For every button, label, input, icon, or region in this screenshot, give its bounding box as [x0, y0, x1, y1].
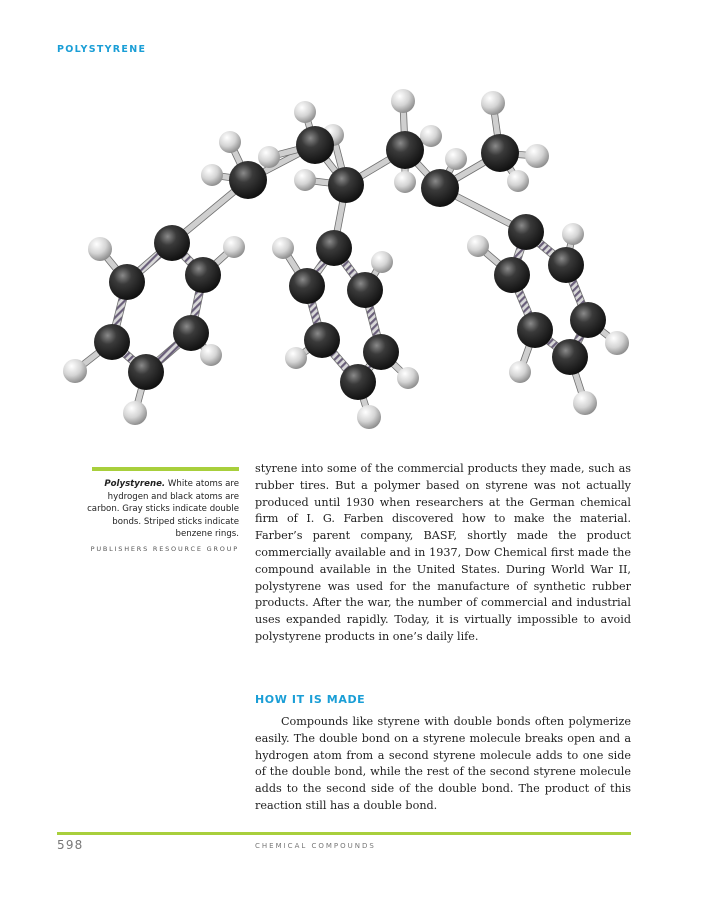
- polystyrene-molecule-figure: [57, 70, 631, 445]
- hydrogen-atom: [294, 169, 316, 191]
- hydrogen-atom: [605, 331, 629, 355]
- body-text-bottom: [255, 714, 631, 815]
- hydrogen-atom: [507, 170, 529, 192]
- body-text-top: [255, 461, 631, 646]
- carbon-atom: [328, 167, 364, 203]
- carbon-atom: [386, 131, 424, 169]
- hydrogen-atom: [88, 237, 112, 261]
- hydrogen-atom: [445, 148, 467, 170]
- carbon-atom: [94, 324, 130, 360]
- photo-credit: PUBLISHERS RESOURCE GROUP: [90, 544, 239, 553]
- carbon-atom: [109, 264, 145, 300]
- carbon-atom: [421, 169, 459, 207]
- caption-text: White atoms are hydrogen and black atoms are carbon. Gray sticks indicate double bonds. Striped sticks indicate benzene rings.: [87, 479, 239, 540]
- hydrogen-atom: [223, 236, 245, 258]
- caption-title: Polystyrene.: [104, 479, 166, 489]
- hydrogen-atom: [509, 361, 531, 383]
- hydrogen-atom: [63, 359, 87, 383]
- hydrogen-atom: [123, 401, 147, 425]
- carbon-atom: [128, 354, 164, 390]
- hydrogen-atom: [525, 144, 549, 168]
- hydrogen-atom: [391, 89, 415, 113]
- hydrogen-atom: [371, 251, 393, 273]
- figure-caption: [80, 478, 239, 556]
- paragraph-how-it-is-made: Compounds like styrene with double bonds often polymerize easily. The double bond on a styrene molecule breaks open and a hydrogen atom from a second styrene molecule adds to one side of the double bond, while the rest of the second styrene molecule adds to the second side of the double bond. The product of this reaction still has a double bond.: [255, 715, 631, 812]
- carbon-atom: [517, 312, 553, 348]
- hydrogen-atom: [294, 101, 316, 123]
- hydrogen-atom: [357, 405, 381, 429]
- hydrogen-atom: [481, 91, 505, 115]
- hydrogen-atom: [573, 391, 597, 415]
- hydrogen-atom: [272, 237, 294, 259]
- carbon-atom: [347, 272, 383, 308]
- carbon-atom: [304, 322, 340, 358]
- hydrogen-atom: [285, 347, 307, 369]
- book-title: CHEMICAL COMPOUNDS: [255, 842, 376, 850]
- hydrogen-atom: [200, 344, 222, 366]
- ball-and-stick-model: [57, 70, 631, 445]
- footer-rule: [57, 832, 631, 835]
- hydrogen-atom: [420, 125, 442, 147]
- carbon-atom: [548, 247, 584, 283]
- hydrogen-atom: [258, 146, 280, 168]
- section-heading: HOW IT IS MADE: [255, 693, 366, 706]
- carbon-atom: [316, 230, 352, 266]
- hydrogen-atom: [562, 223, 584, 245]
- carbon-atom: [296, 126, 334, 164]
- carbon-atom: [552, 339, 588, 375]
- running-head: POLYSTYRENE: [57, 44, 147, 55]
- hydrogen-atom: [467, 235, 489, 257]
- paragraph-styrene-history: styrene into some of the commercial products they made, such as rubber tires. But a polymer based on styrene was not actually produced until 1930 when researchers at the German chemical firm of I. G. Farben discovered how to make the material. Farber’s parent company, BASF, shortly made the product commercially available and in 1937, Dow Chemical first made the compound available in the United States. During World War II, polystyrene was used for the manufacture of synthetic rubber products. After the war, the number of commercial and industrial uses expanded rapidly. Today, it is virtually impossible to avoid polystyrene products in one’s daily life.: [255, 462, 631, 643]
- carbon-atom: [363, 334, 399, 370]
- hydrogen-atom: [397, 367, 419, 389]
- carbon-atom: [570, 302, 606, 338]
- page-number: 598: [57, 838, 84, 852]
- carbon-atom: [494, 257, 530, 293]
- carbon-atom: [340, 364, 376, 400]
- carbon-atom: [229, 161, 267, 199]
- carbon-atom: [508, 214, 544, 250]
- hydrogen-atom: [219, 131, 241, 153]
- carbon-atom: [173, 315, 209, 351]
- carbon-atom: [481, 134, 519, 172]
- carbon-atom: [154, 225, 190, 261]
- caption-rule: [92, 467, 239, 471]
- carbon-atom: [289, 268, 325, 304]
- hydrogen-atom: [201, 164, 223, 186]
- carbon-atom: [185, 257, 221, 293]
- hydrogen-atom: [394, 171, 416, 193]
